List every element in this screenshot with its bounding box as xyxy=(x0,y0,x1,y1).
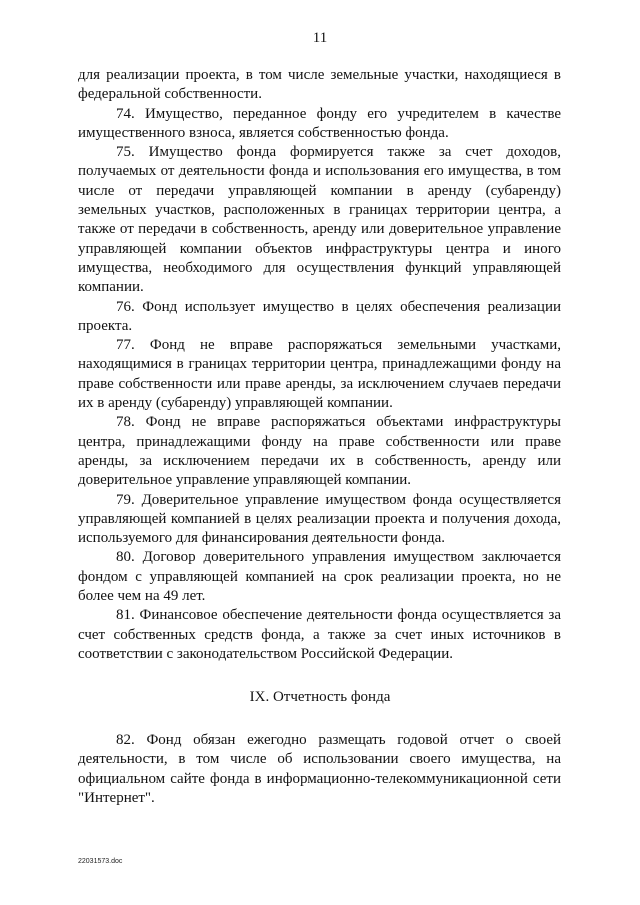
paragraph-77: 77. Фонд не вправе распоряжаться земельными участками, находящимися в границах территории центра, принадлежащими фонду на праве собственности или праве аренды, за исключением случаев передачи их в аренду (субаренду) управляющей компании. xyxy=(78,337,561,412)
document-code: 22031573.doc xyxy=(78,858,123,865)
paragraph-74: 74. Имущество, переданное фонду его учредителем в качестве имущественного взноса, является собственностью фонда. xyxy=(78,105,561,141)
paragraph-81: 81. Финансовое обеспечение деятельности фонда осуществляется за счет собственных средств фонда, а также за счет иных источников в соответствии с законодательством Российской Федерации. xyxy=(78,607,561,662)
section-heading: IX. Отчетность фонда xyxy=(249,689,391,705)
body-text xyxy=(78,66,561,664)
paragraph-76: 76. Фонд использует имущество в целях обеспечения реализации проекта. xyxy=(78,298,561,334)
page-number: 11 xyxy=(312,30,328,46)
section-body xyxy=(78,731,561,808)
paragraph-75: 75. Имущество фонда формируется также за счет доходов, получаемых от деятельности фонда и использования его имущества, в том числе от передачи управляющей компании в аренду (субаренду) земельных участков, расположенных в границах территории центра, а также от передачи в собственность, аренду или доверительное управление управляющей компании объектов инфраструктуры центра и иного имущества, необходимого для осуществления функций управляющей компании. xyxy=(78,144,561,296)
paragraph-79: 79. Доверительное управление имуществом фонда осуществляется управляющей компанией в целях реализации проекта и получения дохода, используемого для финансирования деятельности фонда. xyxy=(78,491,561,547)
paragraph-82: 82. Фонд обязан ежегодно размещать годовой отчет о своей деятельности, в том числе об использовании своего имущества, на официальном сайте фонда в информационно-телекоммуникационной сети "Интернет". xyxy=(78,732,561,806)
paragraph-80: 80. Договор доверительного управления имуществом заключается фондом с управляющей компанией на срок реализации проекта, но не более чем на 49 лет. xyxy=(78,549,561,605)
paragraph-continuation: для реализации проекта, в том числе земельные участки, находящиеся в федеральной собственности. xyxy=(78,67,561,103)
paragraph-78: 78. Фонд не вправе распоряжаться объектами инфраструктуры центра, принадлежащими фонду на праве собственности или праве аренды, за исключением передачи их в собственность, аренду или доверительное управление управляющей компании. xyxy=(78,414,561,489)
